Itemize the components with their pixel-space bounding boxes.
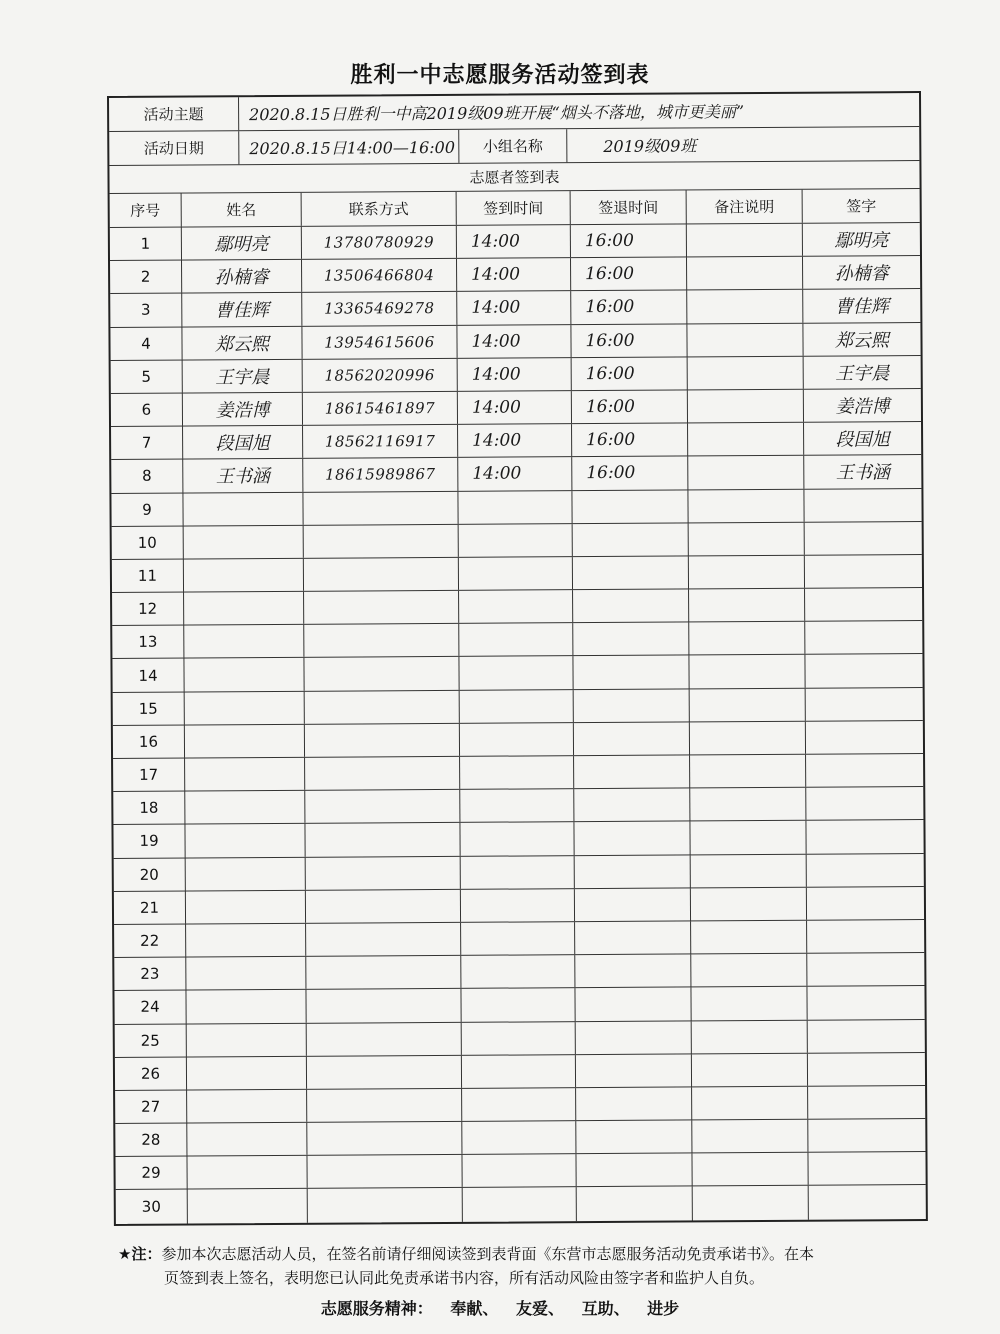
signature-cell: 鄢明亮 (834, 230, 889, 252)
row-number: 6 (111, 393, 183, 426)
signin-time-cell (462, 1088, 576, 1121)
note-line-1: 参加本次志愿活动人员，在签名前请仔细阅读签到表背面《东营市志愿服务活动免责承诺书》。在本 (161, 1245, 814, 1263)
phone-cell: 13506466804 (302, 259, 457, 292)
signature-cell (807, 887, 924, 920)
signin-time-cell (462, 1022, 576, 1055)
note-cell (692, 1153, 808, 1186)
spirit-value: 进步 (647, 1299, 680, 1318)
signature-cell: 曹佳辉 (834, 296, 889, 319)
signin-time-cell (458, 491, 572, 524)
spirit-value: 奉献、 (450, 1299, 499, 1318)
table-row (111, 356, 921, 394)
signin-time-cell: 14:00 (458, 358, 572, 391)
signout-time-cell (575, 888, 691, 921)
name-cell (187, 1123, 307, 1156)
signout-time-cell (574, 722, 690, 755)
name-cell (186, 957, 306, 990)
note-prefix: ★注： (118, 1245, 162, 1263)
row-number: 2 (110, 261, 182, 294)
signin-time-cell (461, 922, 575, 955)
phone-cell: 18562116917 (303, 425, 458, 458)
column-header: 签字 (846, 197, 877, 216)
note-cell (692, 1020, 808, 1053)
row-number: 9 (111, 493, 183, 526)
signout-time-cell: 16:00 (572, 457, 688, 490)
signout-time-cell (575, 988, 691, 1021)
name-cell (186, 990, 306, 1023)
signature-cell (808, 1152, 925, 1185)
date-label: 活动日期 (109, 131, 239, 165)
signin-time-cell: 14:00 (458, 391, 572, 424)
row-number: 30 (116, 1190, 188, 1224)
name-cell (184, 658, 304, 691)
note-cell (691, 854, 807, 887)
phone-cell (308, 1188, 463, 1222)
phone-cell (306, 923, 461, 956)
note-cell (691, 921, 807, 954)
signout-time-cell: 16:00 (572, 357, 688, 390)
note-cell (693, 1186, 809, 1220)
table-row (110, 256, 920, 294)
table-row (110, 223, 920, 261)
row-number: 20 (114, 858, 186, 891)
name-cell: 王宇晨 (183, 360, 303, 393)
signout-time-cell: 16:00 (572, 390, 688, 423)
signout-time-cell (572, 490, 688, 523)
name-cell (187, 1090, 307, 1123)
table-row (110, 289, 920, 327)
signout-time-cell (574, 755, 690, 788)
signin-time-cell (463, 1188, 577, 1222)
note-cell (688, 423, 804, 456)
row-number: 19 (113, 825, 185, 858)
table-row (111, 389, 921, 427)
name-cell (186, 924, 306, 957)
page-title: 胜利一中志愿服务活动签到表 (350, 63, 650, 88)
name-cell (184, 625, 304, 658)
theme-row (109, 93, 919, 132)
signin-time-cell (459, 623, 573, 656)
row-number: 7 (111, 427, 183, 460)
date-value: 2020.8.15日14:00—16:00 (239, 130, 459, 164)
row-number: 8 (111, 460, 183, 493)
name-cell (185, 725, 305, 758)
note-line-2: 页签到表上签名，表明您已认同此免责承诺书内容，所有活动风险由签字者和监护人自负。 (164, 1269, 765, 1287)
row-number: 25 (115, 1024, 187, 1057)
phone-cell: 18615989867 (303, 458, 458, 491)
phone-cell: 13365469278 (302, 292, 457, 325)
note-cell (690, 688, 806, 721)
signature-cell (808, 1053, 925, 1086)
signout-time-cell (576, 1021, 692, 1054)
signout-time-cell (573, 656, 689, 689)
signout-time-cell (573, 590, 689, 623)
column-header: 备注说明 (687, 190, 803, 224)
name-cell (185, 791, 305, 824)
phone-cell (307, 1155, 462, 1188)
table-row (114, 920, 924, 958)
note-cell (688, 356, 804, 389)
row-number: 27 (115, 1090, 187, 1123)
row-number: 18 (113, 792, 185, 825)
row-number: 28 (115, 1124, 187, 1157)
signin-time-cell (459, 557, 573, 590)
name-cell: 郑云熙 (182, 326, 302, 359)
table-row (114, 986, 924, 1024)
theme-value: 2020.8.15日胜利一中高2019级09班开展“烟头不落地，城市更美丽” (249, 102, 745, 125)
signout-time-cell: 16:00 (571, 224, 687, 257)
table-row (114, 854, 924, 892)
table-header (110, 189, 920, 228)
name-cell: 曹佳辉 (182, 293, 302, 326)
signature-cell: 王书涵 (835, 462, 890, 484)
phone-cell (305, 823, 460, 856)
signin-time-cell (460, 823, 574, 856)
signin-time-cell (461, 889, 575, 922)
note-cell (689, 522, 805, 555)
table-row (115, 1152, 925, 1190)
signin-time-cell (462, 1154, 576, 1187)
signin-time-cell: 14:00 (457, 258, 571, 291)
table-body (110, 223, 926, 1224)
signature-cell (805, 621, 922, 654)
signout-time-cell (574, 689, 690, 722)
name-cell (186, 857, 306, 890)
table-row (115, 1119, 925, 1157)
note-cell (691, 954, 807, 987)
signin-time-cell: 14:00 (457, 225, 571, 258)
signout-time-cell: 16:00 (571, 291, 687, 324)
phone-cell: 13780780929 (302, 226, 457, 259)
signout-time-cell (576, 1121, 692, 1154)
signature-cell (807, 986, 924, 1019)
table-row (111, 422, 921, 460)
signin-time-cell (461, 856, 575, 889)
section-title: 志愿者签到表 (469, 168, 560, 187)
name-cell (184, 525, 304, 558)
signin-time-cell (459, 590, 573, 623)
signin-time-cell (460, 756, 574, 789)
phone-cell (304, 591, 459, 624)
note-cell (688, 489, 804, 522)
row-number: 21 (114, 891, 186, 924)
name-cell (187, 1023, 307, 1056)
note-cell (688, 390, 804, 423)
signature-cell: 段国旭 (835, 429, 890, 451)
phone-cell (306, 856, 461, 889)
signout-time-cell: 16:00 (572, 424, 688, 457)
phone-cell: 18615461897 (303, 392, 458, 425)
signature-cell (806, 787, 923, 820)
signature-cell: 郑云熙 (834, 329, 890, 352)
row-number: 3 (110, 294, 182, 327)
signout-time-cell (576, 1154, 692, 1187)
name-cell (185, 758, 305, 791)
signout-time-cell (574, 789, 690, 822)
note-cell (692, 1087, 808, 1120)
phone-cell (306, 956, 461, 989)
note-cell (692, 1053, 808, 1086)
row-number: 4 (110, 327, 182, 360)
phone-cell (307, 1122, 462, 1155)
note-cell (690, 755, 806, 788)
table-row (115, 1086, 925, 1124)
date-row (109, 127, 919, 166)
signout-time-cell (573, 523, 689, 556)
row-number: 24 (114, 991, 186, 1024)
signature-cell (808, 1119, 925, 1152)
name-cell (183, 492, 303, 525)
note-cell (691, 987, 807, 1020)
phone-cell (304, 558, 459, 591)
name-cell: 姜浩博 (183, 393, 303, 426)
table-row (112, 654, 922, 692)
note-cell (689, 622, 805, 655)
table-row (113, 688, 923, 726)
theme-label: 活动主题 (109, 97, 239, 131)
row-number: 14 (112, 659, 184, 692)
signin-time-cell: 14:00 (458, 424, 572, 457)
phone-cell (304, 624, 459, 657)
row-number: 1 (110, 228, 182, 261)
name-cell: 孙楠睿 (182, 260, 302, 293)
name-cell (188, 1189, 308, 1223)
note-cell (692, 1120, 808, 1153)
signout-time-cell (576, 1087, 692, 1120)
phone-cell (306, 890, 461, 923)
table-row (112, 588, 922, 626)
name-cell: 鄢明亮 (182, 227, 302, 260)
row-number: 22 (114, 924, 186, 957)
note-cell (689, 589, 805, 622)
volunteer-spirit (0, 1296, 1000, 1319)
column-header: 姓名 (182, 193, 302, 227)
table-row (114, 887, 924, 925)
row-number: 29 (115, 1157, 187, 1190)
signout-time-cell (575, 921, 691, 954)
signature-cell (809, 1185, 926, 1219)
phone-cell (305, 757, 460, 790)
signin-time-cell (460, 690, 574, 723)
name-cell (187, 1056, 307, 1089)
signature-cell (808, 1020, 925, 1053)
row-number: 10 (112, 526, 184, 559)
signout-time-cell: 16:00 (571, 258, 687, 291)
table-row (111, 489, 921, 527)
signature-cell (806, 721, 923, 754)
phone-cell (304, 525, 459, 558)
name-cell (184, 592, 304, 625)
row-number: 26 (115, 1057, 187, 1090)
signin-time-cell (460, 723, 574, 756)
name-cell: 王书涵 (183, 459, 303, 492)
note-cell (691, 887, 807, 920)
signature-cell (807, 920, 924, 953)
note-cell (690, 788, 806, 821)
column-header: 签到时间 (457, 191, 571, 225)
phone-cell (307, 1056, 462, 1089)
phone-cell (304, 657, 459, 690)
signin-time-cell (462, 1055, 576, 1088)
phone-cell (305, 690, 460, 723)
table-row (113, 754, 923, 792)
signout-time-cell (573, 556, 689, 589)
footer-note (118, 1242, 928, 1290)
signin-sheet (107, 91, 928, 1226)
phone-cell (303, 491, 458, 524)
group-value: 2019级09班 (603, 136, 697, 156)
signin-time-cell (461, 955, 575, 988)
phone-cell: 18562020996 (303, 359, 458, 392)
row-number: 16 (113, 725, 185, 758)
signout-time-cell (574, 822, 690, 855)
row-number: 13 (112, 626, 184, 659)
name-cell (187, 1156, 307, 1189)
signin-time-cell: 14:00 (457, 292, 571, 325)
phone-cell (306, 989, 461, 1022)
signout-time-cell (577, 1187, 693, 1221)
signout-time-cell (573, 623, 689, 656)
table-row (113, 721, 923, 759)
signature-cell (807, 854, 924, 887)
table-row (113, 787, 923, 825)
phone-cell (307, 1089, 462, 1122)
phone-cell: 13954615606 (302, 325, 457, 358)
signout-time-cell (575, 955, 691, 988)
signin-time-cell: 14:00 (457, 325, 571, 358)
note-cell (687, 224, 803, 257)
table-row (110, 323, 920, 361)
table-row (113, 820, 923, 858)
signature-cell: 王宇晨 (835, 363, 890, 385)
group-label: 小组名称 (459, 129, 567, 163)
signature-cell (807, 953, 924, 986)
signin-time-cell (459, 524, 573, 557)
phone-cell (305, 790, 460, 823)
signature-cell (806, 754, 923, 787)
column-header: 序号 (110, 194, 182, 227)
signature-cell (805, 555, 922, 588)
signout-time-cell (576, 1054, 692, 1087)
phone-cell (307, 1022, 462, 1055)
row-number: 23 (114, 958, 186, 991)
table-row (115, 1053, 925, 1091)
signature-cell (805, 522, 922, 555)
row-number: 11 (112, 559, 184, 592)
note-cell (687, 323, 803, 356)
table-row (116, 1185, 926, 1223)
note-cell (687, 257, 803, 290)
signature-cell (805, 588, 922, 621)
table-row (115, 1020, 925, 1058)
note-cell (689, 556, 805, 589)
signature-cell: 姜浩博 (835, 396, 890, 418)
name-cell (185, 691, 305, 724)
note-cell (687, 290, 803, 323)
signin-time-cell: 14:00 (458, 457, 572, 490)
table-row (112, 555, 922, 593)
table-row (112, 621, 922, 659)
signout-time-cell (575, 855, 691, 888)
note-cell (690, 722, 806, 755)
table-row (112, 522, 922, 560)
spirit-label: 志愿服务精神： (320, 1299, 433, 1318)
table-row (114, 953, 924, 991)
name-cell (186, 891, 306, 924)
signout-time-cell: 16:00 (571, 324, 687, 357)
phone-cell (305, 724, 460, 757)
signature-cell (805, 654, 922, 687)
spirit-value: 友爱、 (515, 1299, 564, 1318)
column-header: 联系方式 (302, 192, 457, 226)
column-header: 签退时间 (571, 190, 687, 224)
note-cell (688, 456, 804, 489)
row-number: 5 (111, 360, 183, 393)
signature-cell (806, 820, 923, 853)
signature-cell (808, 1086, 925, 1119)
name-cell (184, 559, 304, 592)
row-number: 15 (113, 692, 185, 725)
name-cell: 段国旭 (183, 426, 303, 459)
signin-time-cell (460, 789, 574, 822)
note-cell (689, 655, 805, 688)
name-cell (185, 824, 305, 857)
signin-time-cell (461, 988, 575, 1021)
signin-time-cell (462, 1121, 576, 1154)
signin-time-cell (459, 657, 573, 690)
signature-cell (804, 489, 921, 522)
row-number: 17 (113, 759, 185, 792)
row-number: 12 (112, 593, 184, 626)
spirit-value: 互助、 (581, 1299, 630, 1318)
signature-cell: 孙楠睿 (834, 263, 889, 285)
signature-cell (806, 688, 923, 721)
note-cell (690, 821, 806, 854)
table-row (111, 455, 921, 493)
